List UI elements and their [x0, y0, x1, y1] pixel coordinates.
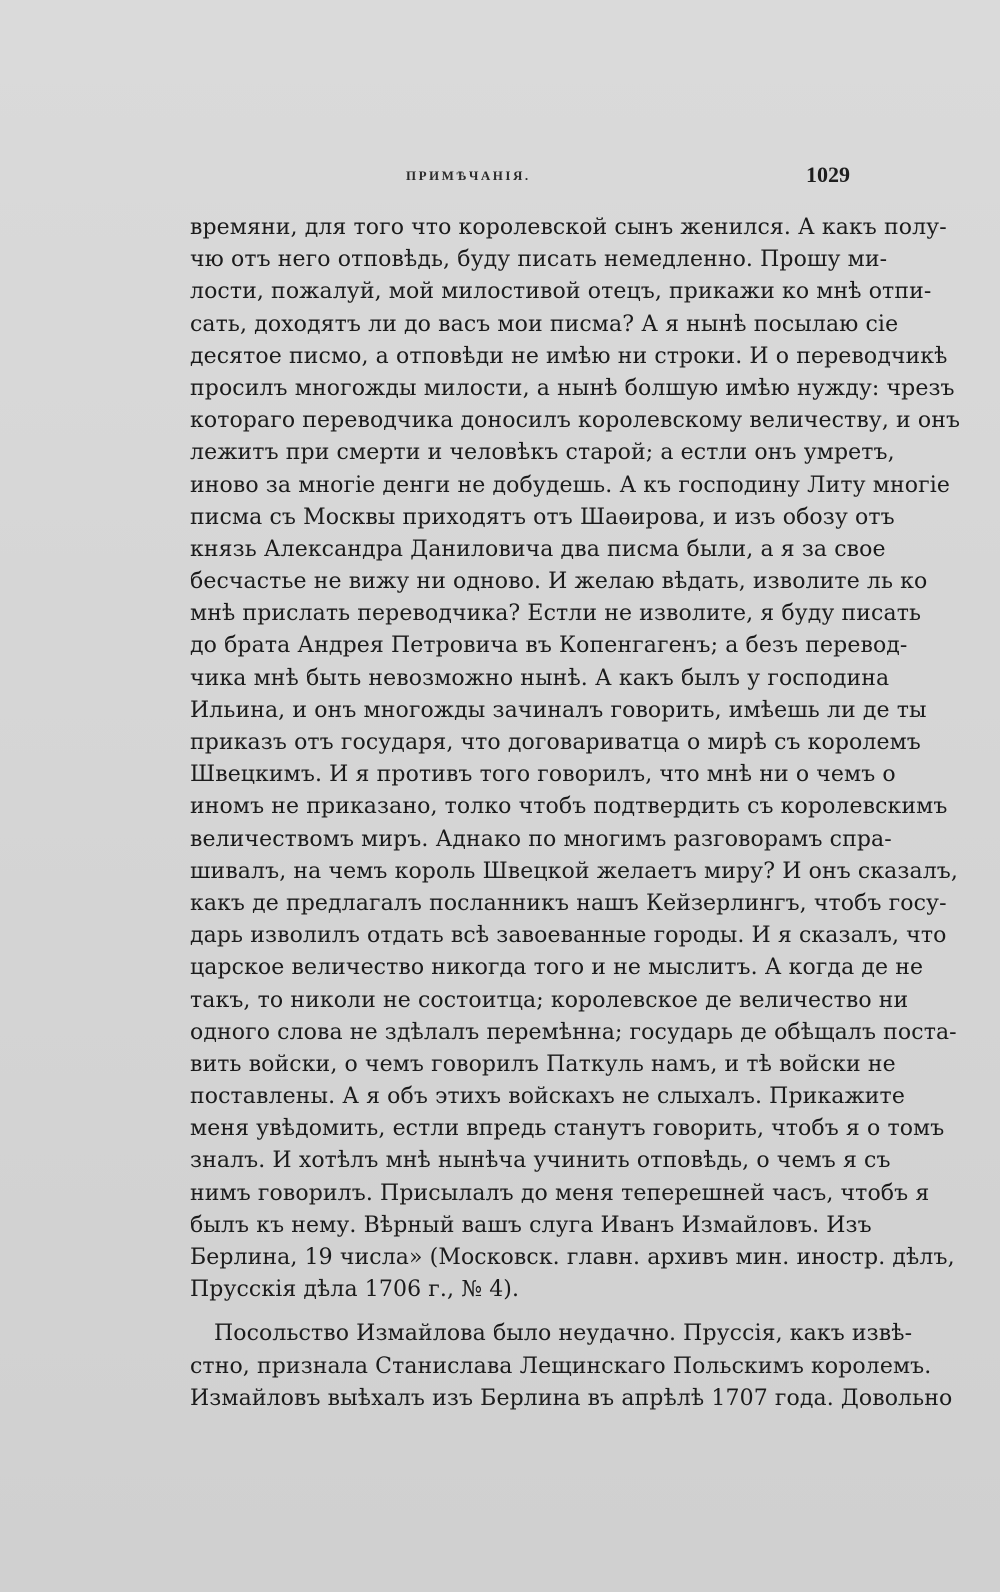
text-line: такъ, то николи не состоитца; королевское де величество ни [190, 987, 909, 1013]
text-line: чика мнѣ быть невозможно нынѣ. А какъ былъ у господина [190, 665, 890, 691]
text-line: десятое писмо, а отповѣди не имѣю ни строки. И о переводчикѣ [190, 343, 948, 369]
text-line: величествомъ миръ. Аднако по многимъ разговорамъ спра- [190, 826, 892, 852]
text-line: какъ де предлагалъ посланникъ нашъ Кейзерлингъ, чтобъ госу- [190, 890, 947, 916]
text-line: времяни, для того что королевской сынъ женился. А какъ полу- [190, 215, 947, 240]
paragraph-gap [190, 1306, 858, 1318]
text-line: лости, пожалуй, мой милостивой отецъ, прикажи ко мнѣ отпи- [190, 279, 932, 305]
paragraph-2 [190, 1318, 953, 1415]
text-line: дарь изволилъ отдать всѣ завоеванные городы. И я сказалъ, что [190, 923, 947, 949]
text-line: Ильина, и онъ многожды зачиналъ говорить, имѣешь ли де ты [190, 697, 927, 723]
text-line: иново за многіе денги не добудешь. А къ господину Литу многіе [190, 472, 950, 498]
body-text [190, 212, 961, 1415]
text-line: Посольство Измайлова было неудачно. Пруссія, какъ извѣ- [214, 1321, 913, 1347]
text-line: князь Александра Даниловича два писма были, а я за свое [190, 536, 886, 562]
text-line: стно, признала Станислава Лещинскаго Польскимъ королемъ. [190, 1353, 932, 1379]
text-line: лежитъ при смерти и человѣкъ старой; а естли онъ умретъ, [190, 440, 895, 466]
text-line: мнѣ прислать переводчика? Естли не изволите, я буду писать [190, 601, 922, 627]
text-line: Измайловъ выѣхалъ изъ Берлина въ апрѣлѣ 1707 года. Довольно [190, 1385, 953, 1411]
text-line: просилъ многожды милости, а нынѣ болшую имѣю нужду: чрезъ [190, 375, 955, 401]
text-line: Швецкимъ. И я противъ того говорилъ, что мнѣ ни о чемъ о [190, 762, 896, 788]
page-number: 1029 [806, 162, 850, 187]
text-line: бесчастье не вижу ни одново. И желаю вѣдать, изволите ль ко [190, 569, 928, 595]
text-line: приказъ отъ государя, что договариватца о мирѣ съ королемъ [190, 730, 921, 755]
text-line: нимъ говорилъ. Присылалъ до меня теперешней часъ, чтобъ я [190, 1180, 930, 1206]
text-line: поставлены. А я объ этихъ войскахъ не слыхалъ. Прикажите [190, 1084, 905, 1110]
text-line: до брата Андрея Петровича въ Копенгагенъ; а безъ перевод- [190, 633, 908, 659]
text-line: Прусскія дѣла 1706 г., № 4). [190, 1277, 520, 1303]
text-line: вить войски, о чемъ говорилъ Паткуль намъ, и тѣ войски не [190, 1051, 896, 1077]
running-head [190, 162, 858, 192]
text-line: чю отъ него отповѣдь, буду писать немедленно. Прошу ми- [190, 247, 888, 273]
text-line: меня увѣдомить, естли впредь станутъ говорить, чтобъ я о томъ [190, 1116, 945, 1142]
text-line: царское величество никогда того и не мыслитъ. А когда де не [190, 955, 924, 981]
text-line: писма съ Москвы приходятъ отъ Шаѳирова, и изъ обозу отъ [190, 504, 895, 530]
text-line: котораго переводчика доносилъ королевскому величеству, и онъ [190, 408, 961, 434]
paragraph-1 [190, 212, 961, 1306]
text-line: иномъ не приказано, толко чтобъ подтвердить съ королевскимъ [190, 794, 948, 820]
text-line: сать, доходятъ ли до васъ мои писма? А я нынѣ посылаю сіе [190, 311, 899, 337]
running-title: ПРИМѢЧАНІЯ. [406, 168, 531, 183]
text-line: зналъ. И хотѣлъ мнѣ нынѣча учинить отповѣдь, о чемъ я съ [190, 1148, 891, 1174]
text-line: Берлина, 19 числа» (Московск. главн. архивъ мин. иностр. дѣлъ, [190, 1245, 955, 1270]
text-line: одного слова не здѣлалъ перемѣнна; государь де обѣщалъ поста- [190, 1019, 957, 1045]
text-line: шивалъ, на чемъ король Швецкой желаетъ миру? И онъ сказалъ, [190, 858, 958, 884]
text-line: былъ къ нему. Вѣрный вашъ слуга Иванъ Измайловъ. Изъ [190, 1212, 872, 1238]
